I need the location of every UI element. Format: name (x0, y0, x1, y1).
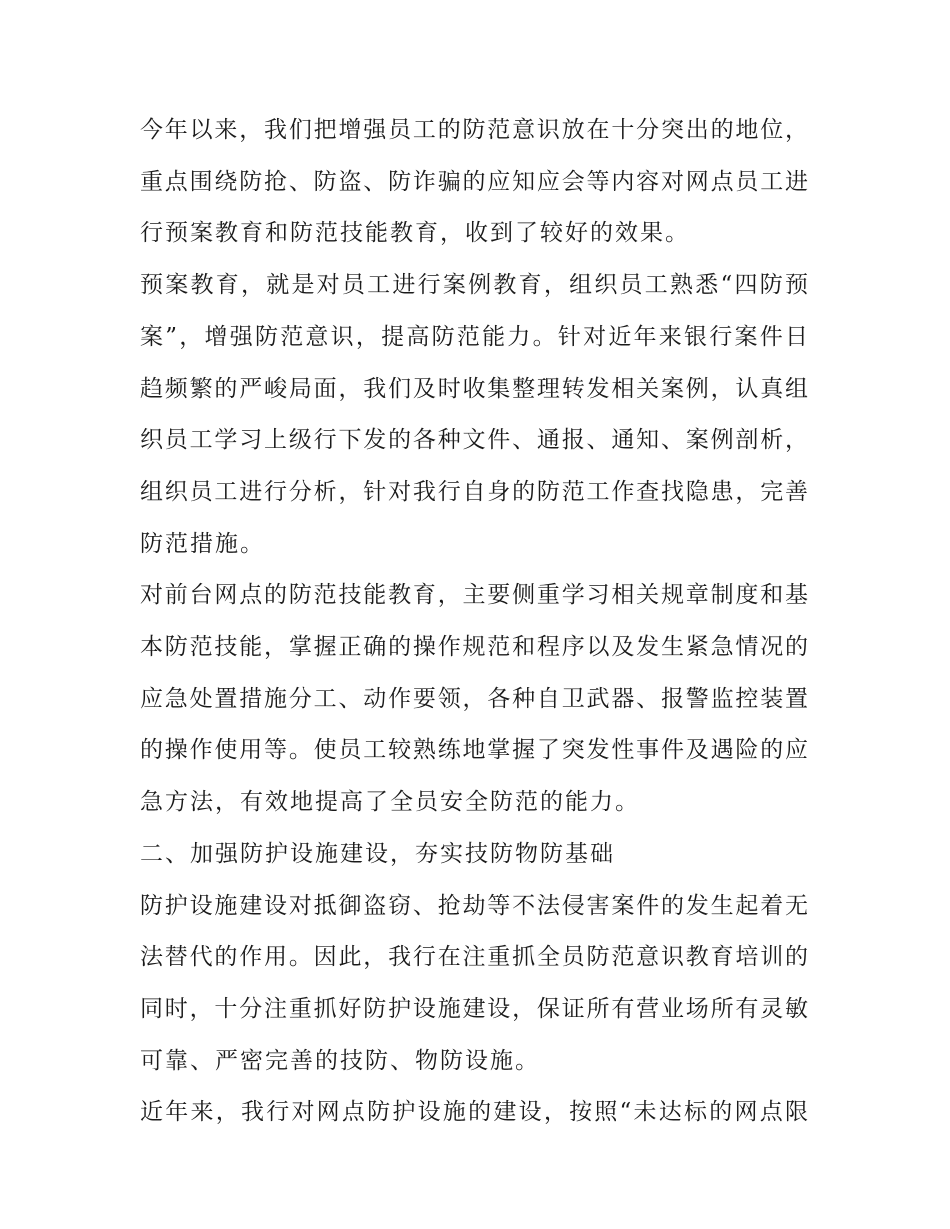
text-line: 急方法，有效地提高了全员安全防范的能力。 (140, 789, 640, 816)
text-line: 织员工学习上级行下发的各种文件、通报、通知、案例剖析， (140, 427, 808, 454)
text-line: 的操作使用等。使员工较熟练地掌握了突发性事件及遇险的应 (140, 737, 808, 764)
text-line: 趋频繁的严峻局面，我们及时收集整理转发相关案例，认真组 (140, 375, 808, 402)
text-line: 近年来，我行对网点防护设施的建设，按照“未达标的网点限 (140, 1099, 808, 1126)
text-line: 今年以来，我们把增强员工的防范意识放在十分突出的地位， (140, 117, 808, 143)
text-line: 组织员工进行分析，针对我行自身的防范工作查找隐患，完善 (140, 478, 808, 505)
text-line: 行预案教育和防范技能教育，收到了较好的效果。 (140, 220, 690, 247)
text-line: 案”，增强防范意识，提高防范能力。针对近年来银行案件日 (140, 323, 808, 350)
text-line: 本防范技能，掌握正确的操作规范和程序以及发生紧急情况的 (140, 634, 808, 660)
text-line: 对前台网点的防范技能教育，主要侧重学习相关规章制度和基 (140, 582, 808, 609)
text-line: 同时，十分注重抓好防护设施建设，保证所有营业场所有灵敏 (140, 995, 808, 1022)
text-line: 法替代的作用。因此，我行在注重抓全员防范意识教育培训的 (140, 944, 808, 971)
text-line: 防护设施建设对抵御盗窃、抢劫等不法侵害案件的发生起着无 (140, 892, 808, 919)
text-line: 二、加强防护设施建设，夯实技防物防基础 (140, 840, 615, 867)
text-line: 预案教育，就是对员工进行案例教育，组织员工熟悉“四防预 (140, 272, 808, 299)
text-line: 可靠、严密完善的技防、物防设施。 (140, 1047, 540, 1074)
text-line: 防范措施。 (140, 530, 265, 557)
text-line: 重点围绕防抢、防盗、防诈骗的应知应会等内容对网点员工进 (140, 168, 808, 195)
text-line: 应急处置措施分工、动作要领，各种自卫武器、报警监控装置 (140, 685, 808, 712)
